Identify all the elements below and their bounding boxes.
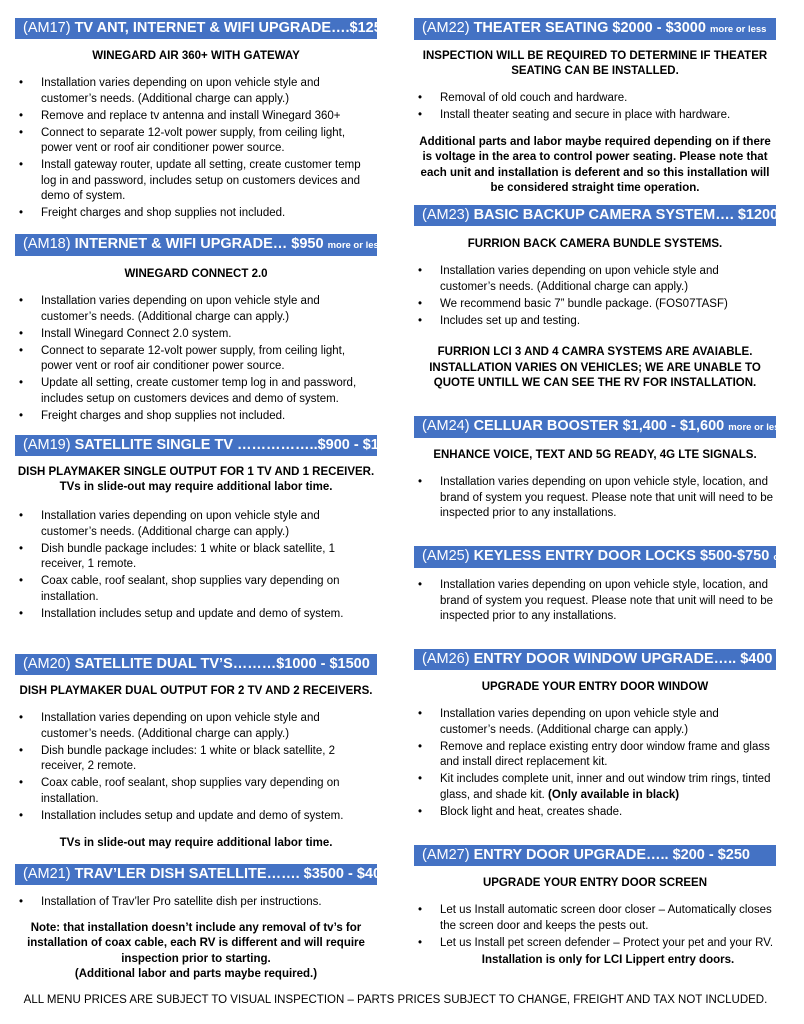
am21-header [15,864,398,885]
am21-note [15,921,377,983]
am26-list [414,707,776,820]
am17-code: (AM17) [23,20,71,36]
section-am19 [15,435,404,624]
list-item: • Dish bundle package includes: 1 white or black satellite, 1 receiver, 1 remote. [41,542,377,573]
am21-title: TRAV’LER DISH SATELLITE……. $3500 - $4000 [74,866,398,882]
am19-subtitle: DISH PLAYMAKER SINGLE OUTPUT FOR 1 TV AND 1 RECEIVER. [17,466,375,478]
am23-title: BASIC BACKUP CAMERA SYSTEM…. $1200.00 [473,207,799,223]
am21-list [15,895,377,911]
am18-title-small: more or less [327,240,385,251]
am21-code: (AM21) [23,866,71,882]
list-item: • Let us Install automatic screen door closer – Automatically closes the screen door and keeps the pests out. [440,903,776,934]
list-item: • Installation of Trav’ler Pro satellite dish per instructions. [41,895,377,911]
am23-subtitle: FURRION BACK CAMERA BUNDLE SYSTEMS. [467,238,723,250]
am26-title: ENTRY DOOR WINDOW UPGRADE….. $400 [473,651,773,667]
am24-subtitle: ENHANCE VOICE, TEXT AND 5G READY, 4G LTE SIGNALS. [433,449,757,461]
am22-note-line: each unit and installation is deferent and so this installation will [420,166,770,179]
am18-subtitle: WINEGARD CONNECT 2.0 [124,268,268,280]
am17-subtitle: WINEGARD AIR 360+ WITH GATEWAY [92,50,300,62]
am26-item3-bold: (Only available in black) [548,788,680,801]
section-am25 [414,546,804,626]
am18-code: (AM18) [23,236,71,252]
am23-code: (AM23) [422,207,470,223]
list-item: • Coax cable, roof sealant, shop supplies vary depending on installation. [41,574,377,605]
am22-subtitle: INSPECTION WILL BE REQUIRED TO DETERMINE IF THEATER [422,50,768,62]
am20-header [15,654,377,675]
am27-title: ENTRY DOOR UPGRADE….. $200 - $250 [473,847,750,863]
am22-note-line: Additional parts and labor maybe required depending on if there [419,135,771,148]
list-item: • Installation includes setup and update and demo of system. [41,607,377,623]
list-item: • Installation varies depending on upon vehicle style and customer’s needs. (Additional charge can apply.) [440,264,776,295]
am23-note-line: FURRION LCI 3 AND 4 CAMRA SYSTEMS ARE AVAIABLE. [437,346,753,358]
list-item [440,772,776,803]
section-am23 [414,205,799,392]
list-item: • Connect to separate 12-volt power supply, from ceiling light, power vent or roof air conditioner power source. [41,344,377,375]
section-am26 [414,649,776,822]
list-item: • Update all setting, create customer temp log in and password, includes setup on customers devices and demo of system. [41,376,377,407]
am25-header [414,546,804,568]
am18-list [15,294,377,424]
am20-subtitle: DISH PLAYMAKER DUAL OUTPUT FOR 2 TV AND 2 RECEIVERS. [19,685,373,697]
am21-note-line: installation of coax cable, each RV is different and will require [27,937,365,949]
am24-list [414,475,776,522]
am24-title-small: more or less [728,422,785,433]
list-item: • Installation varies depending on upon vehicle style, location, and brand of system you request. Please note that unit will need to be inspected prior to any installations. [440,578,776,625]
am22-code: (AM22) [422,20,470,36]
am26-header [414,649,776,670]
section-am18 [15,234,385,426]
am27-note: Installation is only for LCI Lippert entry doors. [481,954,735,966]
list-item: • Freight charges and shop supplies not included. [41,409,377,425]
am27-list [414,903,776,951]
section-am24 [414,416,785,523]
am20-code: (AM20) [23,656,71,672]
list-item: • Installation varies depending on upon vehicle style and customer’s needs. (Additional charge can apply.) [41,509,377,540]
list-item: • Dish bundle package includes: 1 white or black satellite, 2 receiver, 2 remote. [41,744,377,775]
am26-code: (AM26) [422,651,470,667]
am22-title-small: more or less [709,24,767,35]
am19-title: SATELLITE SINGLE TV ……………..$900 - $1200 [74,437,404,453]
am20-list [15,711,377,824]
list-item: • Installation varies depending on upon vehicle style and customer’s needs. (Additional charge can apply.) [440,707,776,738]
list-item: • Coax cable, roof sealant, shop supplies vary depending on installation. [41,776,377,807]
list-item: • Installation varies depending on upon vehicle style and customer’s needs. (Additional charge can apply.) [41,711,377,742]
am17-list [15,76,377,222]
am21-note-line: inspection prior to starting. [121,952,271,965]
am23-note [414,345,776,392]
am17-title: TV ANT, INTERNET & WIFI UPGRADE….$1250 [74,20,390,36]
list-item: • Block light and heat, creates shade. [440,805,776,821]
am25-title-small: or less [773,552,804,563]
am27-code: (AM27) [422,847,470,863]
am23-header [414,205,799,226]
list-item: • Installation varies depending on upon vehicle style and customer’s needs. (Additional charge can apply.) [41,294,377,325]
am27-subtitle: UPGRADE YOUR ENTRY DOOR SCREEN [482,877,708,889]
am26-item3-text: Kit includes complete unit, inner and out window trim rings, tinted glass, and shade kit. [440,773,771,801]
section-am22 [414,18,776,197]
am21-note-line: (Additional labor and parts maybe required.) [74,968,318,980]
section-am17 [15,18,390,223]
am26-subtitle: UPGRADE YOUR ENTRY DOOR WINDOW [481,681,709,693]
am25-title: KEYLESS ENTRY DOOR LOCKS $500-$750 [473,548,770,564]
am20-note: TVs in slide-out may require additional labor time. [59,837,333,849]
am21-note-line: Note: that installation doesn’t include any removal of tv’s for [30,921,362,934]
am23-note-line: INSTALLATION VARIES ON VEHICLES; WE ARE UNABLE TO [429,361,761,374]
am19-code: (AM19) [23,437,71,453]
am23-list [414,264,776,329]
list-item: • Connect to separate 12-volt power supply, from ceiling light, power vent or roof air conditioner power source. [41,126,377,157]
am20-title: SATELLITE DUAL TV’S………$1000 - $1500 [74,656,370,672]
am18-header [15,234,385,256]
am22-list [414,91,776,124]
section-am27 [414,845,776,969]
list-item: • Let us Install pet screen defender – Protect your pet and your RV. [440,936,776,952]
am27-header [414,845,776,866]
list-item: • Remove and replace tv antenna and install Winegard 360+ [41,109,377,125]
am25-code: (AM25) [422,548,470,564]
list-item: • We recommend basic 7” bundle package. (FOS07TASF) [440,297,776,313]
am22-note-line: be considered straight time operation. [490,182,700,194]
am19-header [15,435,404,456]
am22-subtitle-2: SEATING CAN BE INSTALLED. [511,65,679,77]
am19-list [15,509,377,622]
am19-subtitle-2: TVs in slide-out may require additional labor time. [59,481,333,493]
am22-header [414,18,776,40]
am25-list [414,578,776,625]
list-item: • Includes set up and testing. [440,314,776,330]
list-item: • Installation varies depending on upon vehicle style, location, and brand of system you request. Please note that unit will need to be inspected prior to any installations. [440,475,776,522]
list-item: • Install gateway router, update all setting, create customer temp log in and password, includes setup on customers devices and demo of system. [41,158,377,205]
section-am20 [15,654,377,852]
list-item: • Installation includes setup and update and demo of system. [41,809,377,825]
list-item: • Install Winegard Connect 2.0 system. [41,327,377,343]
list-item: • Installation varies depending on upon vehicle style and customer’s needs. (Additional charge can apply.) [41,76,377,107]
list-item: • Freight charges and shop supplies not included. [41,206,377,222]
am23-note-line: QUOTE UNTILL WE CAN SEE THE RV FOR INSTALLATION. [433,377,757,389]
am24-code: (AM24) [422,418,470,434]
list-item: • Install theater seating and secure in place with hardware. [440,108,776,124]
am22-note-line: is voltage in the area to control power seating. Please note that [422,151,768,163]
section-am21 [15,864,398,983]
am22-note [414,135,776,197]
am24-header [414,416,785,438]
am18-title: INTERNET & WIFI UPGRADE… $950 [74,236,324,252]
am17-header [15,18,390,39]
footer-disclaimer: ALL MENU PRICES ARE SUBJECT TO VISUAL INSPECTION – PARTS PRICES SUBJECT TO CHANGE, FREIGHT AND TAX NOT INCLUDED. [23,994,768,1006]
list-item: • Removal of old couch and hardware. [440,91,776,107]
list-item: • Remove and replace existing entry door window frame and glass and install direct replacement kit. [440,740,776,771]
am24-title: CELLUAR BOOSTER $1,400 - $1,600 [473,418,725,434]
am22-title: THEATER SEATING $2000 - $3000 [473,20,706,36]
